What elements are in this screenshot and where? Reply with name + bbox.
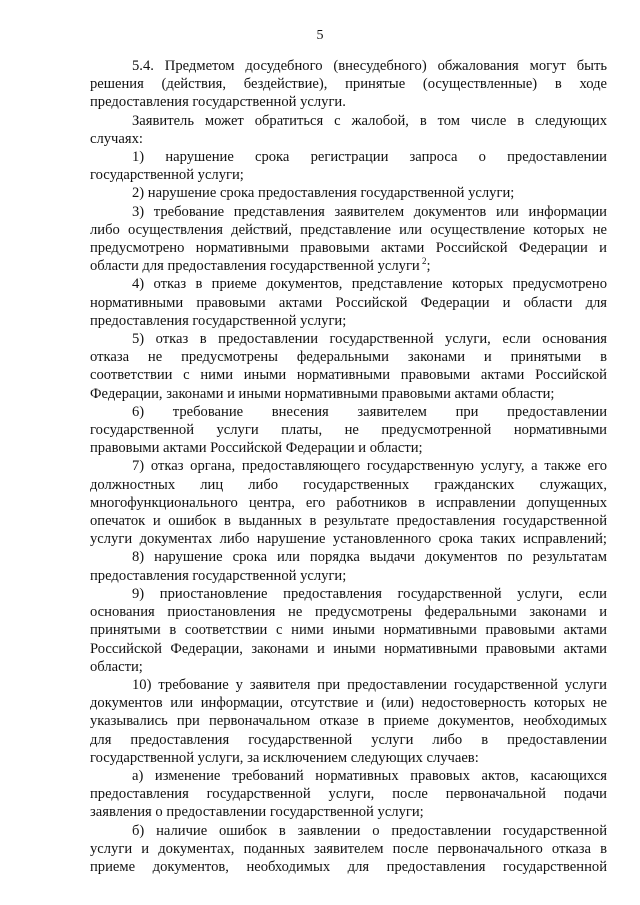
text-line-content: предоставления государственной услуги, после первоначальной подачи: [90, 786, 607, 803]
text-line-suffix: ;: [426, 258, 431, 275]
text-line-content: случаях:: [90, 130, 143, 147]
text-line-content: опечаток и ошибок в выданных в результате предоставления государственной: [90, 513, 607, 530]
text-line: [90, 803, 607, 821]
text-line-content: государственной услуги;: [90, 167, 244, 184]
text-line: [90, 822, 607, 840]
text-line: [90, 676, 607, 694]
text-line: [90, 166, 607, 184]
text-line: [90, 621, 607, 639]
text-line-content: предусмотрено нормативными правовыми актами Российской Федерации и: [90, 240, 607, 257]
text-line-content: 6) требование внесения заявителем при предоставлении: [132, 403, 607, 420]
text-line-content: 4) отказ в приеме документов, представление которых предусмотрено: [132, 276, 607, 293]
text-line-content: должностных лиц либо государственных гражданских служащих,: [90, 476, 607, 493]
text-line-content: государственной услуги платы, не предусмотренной нормативными: [90, 422, 607, 439]
text-line: [90, 93, 607, 111]
text-line: [90, 567, 607, 585]
text-line-content: для предоставления государственной услуги либо в предоставлении: [90, 731, 607, 748]
text-line: [90, 330, 607, 348]
text-line-content: многофункционального центра, его работников в исправлении допущенных: [90, 494, 607, 511]
page-number: 5: [316, 28, 324, 43]
text-line-content: Федерации, законами и иными нормативными правовыми актами области;: [90, 385, 555, 402]
text-line: [90, 348, 607, 366]
text-line: [90, 385, 607, 403]
text-line-content: отказа не предусмотрены федеральными законами и принятыми в: [90, 349, 607, 366]
text-line: [90, 512, 607, 530]
footnote-marker: 2: [419, 256, 427, 267]
text-line-content: документов или информации, отсутствие и (или) недостоверность которых не: [90, 695, 607, 712]
text-line: [90, 603, 607, 621]
text-line-content: 3) требование представления заявителем документов или информации: [132, 203, 607, 220]
text-line-content: принятыми в соответствии с ними иными нормативными правовыми актами: [90, 622, 607, 639]
text-line-content: 5) отказ в предоставлении государственной услуги, если основания: [132, 331, 607, 348]
text-line: [90, 403, 607, 421]
text-line: [90, 749, 607, 767]
text-line-content: услуги и документах, поданных заявителем после первоначального отказа в: [90, 840, 607, 857]
text-line: [90, 585, 607, 603]
text-line-content: предоставления государственной услуги.: [90, 94, 346, 111]
text-line-content: либо осуществления действий, представление или осуществление которых не: [90, 221, 607, 238]
text-line: [90, 130, 607, 148]
text-line: [90, 239, 607, 257]
text-line: [90, 221, 607, 239]
document-body: [90, 57, 607, 876]
text-line: [90, 731, 607, 749]
text-line: [90, 57, 607, 75]
text-line: [90, 148, 607, 166]
text-line-content: предоставления государственной услуги;: [90, 312, 347, 329]
text-line: [90, 312, 607, 330]
text-line: [90, 439, 607, 457]
text-line: [90, 840, 607, 858]
text-line: [90, 858, 607, 876]
text-line-content: правовыми актами Российской Федерации и области;: [90, 440, 423, 457]
text-line: [90, 530, 607, 548]
text-line: [90, 421, 607, 439]
text-line-content: Российской Федерации, законами и иными нормативными правовыми актами: [90, 640, 607, 657]
text-line-content: соответствии с ними иными нормативными правовыми актами Российской: [90, 367, 607, 384]
text-line-content: заявления о предоставлении государственной услуги;: [90, 804, 424, 821]
text-line: [90, 257, 607, 275]
text-line-content: 10) требование у заявителя при предоставлении государственной услуги: [132, 676, 607, 693]
text-line-content: а) изменение требований нормативных правовых актов, касающихся: [132, 767, 607, 784]
text-line: [90, 275, 607, 293]
text-line: [90, 785, 607, 803]
text-line-content: 8) нарушение срока или порядка выдачи документов по результатам: [132, 549, 607, 566]
text-line: [90, 294, 607, 312]
text-line-content: б) наличие ошибок в заявлении о предоставлении государственной: [132, 822, 607, 839]
text-line-content: области;: [90, 658, 143, 675]
text-line: [90, 712, 607, 730]
text-line: [90, 366, 607, 384]
text-line-content: Заявитель может обратиться с жалобой, в том числе в следующих: [132, 112, 607, 129]
text-line-content: указывались при первоначальном отказе в приеме документов, необходимых: [90, 713, 607, 730]
text-line-content: нормативными правовыми актами Российской Федерации и области для: [90, 294, 607, 311]
text-line-content: 2) нарушение срока предоставления государственной услуги;: [132, 185, 515, 202]
text-line-content: предоставления государственной услуги;: [90, 567, 347, 584]
text-line: [90, 75, 607, 93]
text-line-content: 5.4. Предметом досудебного (внесудебного) обжалования могут быть: [132, 58, 607, 74]
text-line-content: основания приостановления не предусмотрены федеральными законами и: [90, 604, 607, 621]
text-line: [90, 184, 607, 202]
text-line-content: 9) приостановление предоставления государственной услуги, если: [132, 585, 607, 602]
text-line: [90, 694, 607, 712]
text-line-content: области для предоставления государственной услуги: [90, 258, 420, 275]
text-line-content: 1) нарушение срока регистрации запроса о предоставлении: [132, 149, 607, 166]
text-line-content: государственной услуги, за исключением следующих случаев:: [90, 749, 479, 766]
text-line: [90, 476, 607, 494]
text-line-content: услуги документах либо нарушение установленного срока таких исправлений;: [90, 531, 607, 548]
text-line: [90, 767, 607, 785]
text-line: [90, 640, 607, 658]
text-line: [90, 112, 607, 130]
text-line-content: 7) отказ органа, предоставляющего государственную услугу, а также его: [132, 458, 607, 475]
text-line-content: решения (действия, бездействие), принятые (осуществленные) в ходе: [90, 76, 607, 93]
text-line: [90, 548, 607, 566]
text-line: [90, 203, 607, 221]
text-line-content: приеме документов, необходимых для предоставления государственной: [90, 858, 607, 875]
text-line: [90, 494, 607, 512]
text-line: [90, 658, 607, 676]
text-line: [90, 457, 607, 475]
